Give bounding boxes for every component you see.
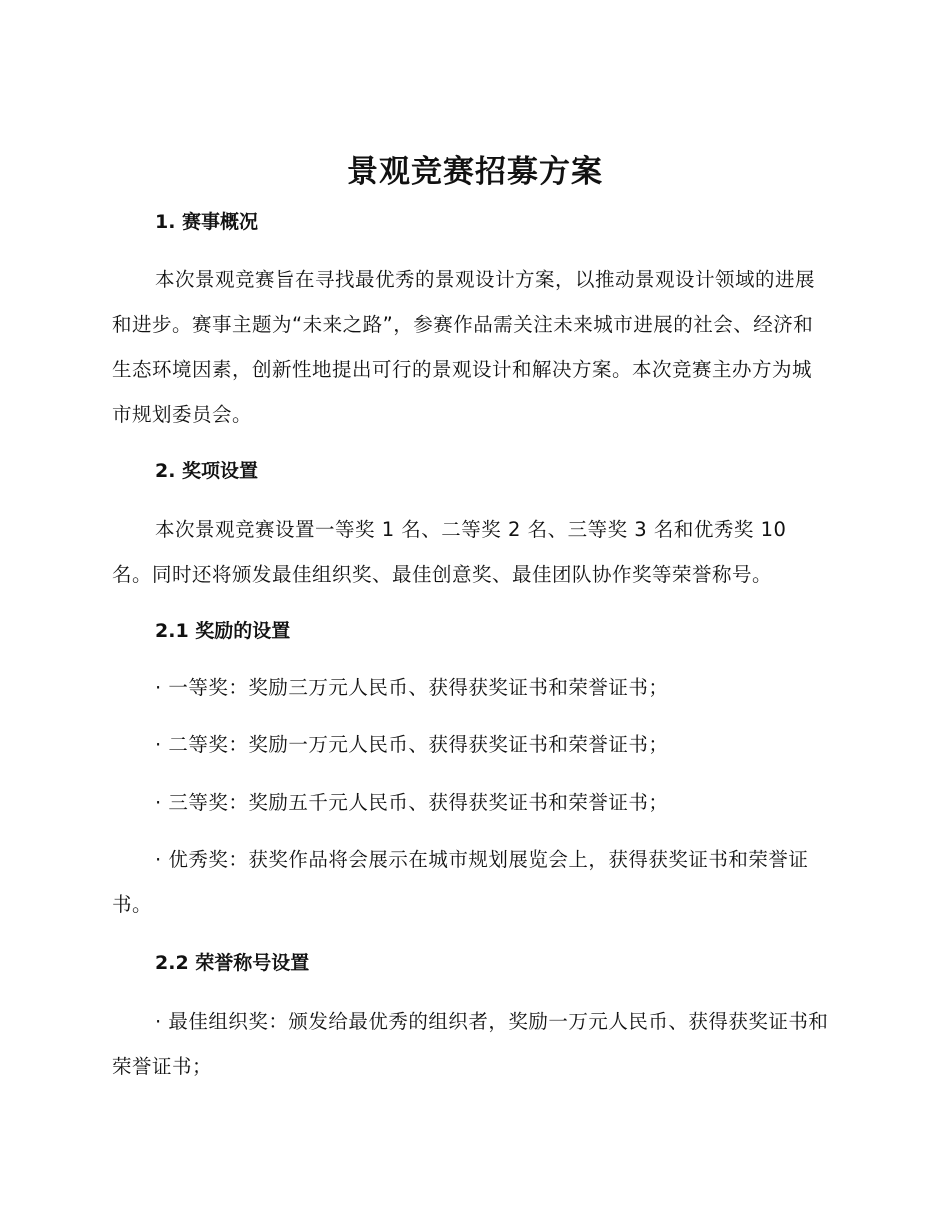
list-item-third-prize: · 三等奖：奖励五千元人民币、获得获奖证书和荣誉证书； xyxy=(155,791,669,814)
section-heading-overview: 1. 赛事概况 xyxy=(155,211,259,233)
section-paragraph-awards: 本次景观竞赛设置一等奖 1 名、二等奖 2 名、三等奖 3 名和优秀奖 10 名。同时还将颁发最佳组织奖、最佳创意奖、最佳团队协作奖等荣誉称号。 xyxy=(112,518,787,586)
section-paragraph-overview: 本次景观竞赛旨在寻找最优秀的景观设计方案，以推动景观设计领域的进展和进步。赛事主题为“未来之路”，参赛作品需关注未来城市进展的社会、经济和生态环境因素，创新性地提出可行的景观设计和解决方案。本次竞赛主办方为城市规划委员会。 xyxy=(112,268,816,426)
section-heading-awards: 2. 奖项设置 xyxy=(155,460,259,482)
document-title: 景观竞赛招募方案 xyxy=(347,154,603,190)
list-item-first-prize: · 一等奖：奖励三万元人民币、获得获奖证书和荣誉证书； xyxy=(155,676,669,699)
list-item-second-prize: · 二等奖：奖励一万元人民币、获得获奖证书和荣誉证书； xyxy=(155,733,669,756)
section-heading-honors: 2.2 荣誉称号设置 xyxy=(155,952,310,974)
section-heading-rewards: 2.1 奖励的设置 xyxy=(155,620,291,642)
list-item-excellence-prize: · 优秀奖：获奖作品将会展示在城市规划展览会上，获得获奖证书和荣誉证书。 xyxy=(112,848,809,916)
list-item-best-organization: · 最佳组织奖：颁发给最优秀的组织者，奖励一万元人民币、获得获奖证书和荣誉证书； xyxy=(112,1010,829,1078)
